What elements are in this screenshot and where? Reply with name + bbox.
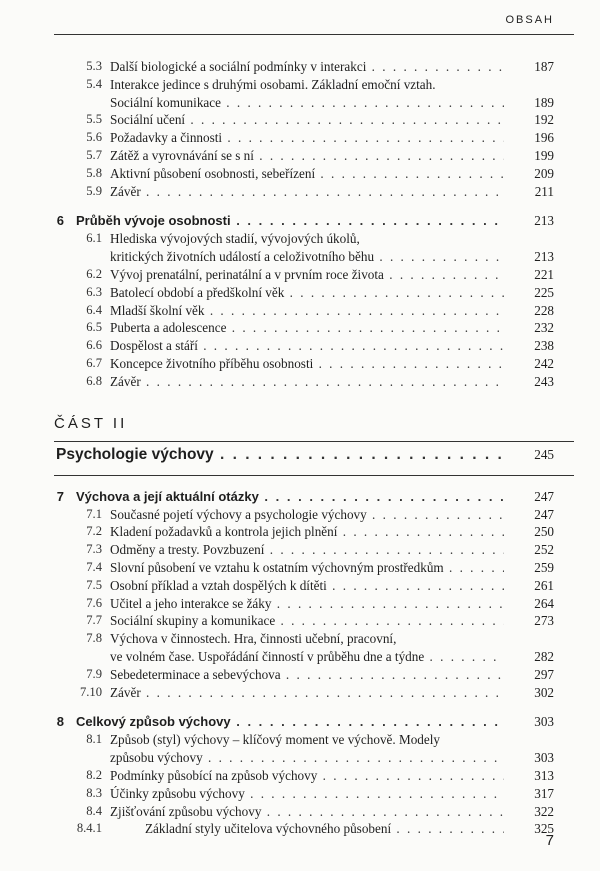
entry-page: 189 bbox=[534, 94, 554, 110]
entry-title: Osobní příklad a vztah dospělých k dítěti . . . bbox=[110, 577, 504, 595]
toc-entry bbox=[0, 129, 600, 147]
chapter-title: Průběh vývoje osobnosti . . . bbox=[76, 211, 504, 230]
entry-page: 322 bbox=[534, 803, 554, 819]
toc-entry bbox=[0, 58, 600, 76]
entry-title: Závěr . . . bbox=[110, 684, 504, 702]
toc-entry bbox=[0, 284, 600, 302]
part-heading: ČÁST II bbox=[54, 412, 574, 442]
entry-number: 7.4 bbox=[86, 559, 102, 574]
toc-entry bbox=[0, 630, 600, 648]
entry-number: 5.8 bbox=[86, 165, 102, 180]
entry-number: 8.4 bbox=[86, 803, 102, 818]
entry-title: Učitel a jeho interakce se žáky . . . bbox=[110, 595, 504, 613]
toc-entry bbox=[0, 337, 600, 355]
entry-page: 228 bbox=[534, 302, 554, 318]
entry-title: Aktivní působení osobnosti, sebeřízení . . . bbox=[110, 165, 504, 183]
toc-entry bbox=[0, 373, 600, 391]
entry-number: 7.10 bbox=[79, 684, 102, 699]
entry-page: 261 bbox=[534, 577, 554, 593]
entry-page: 252 bbox=[534, 542, 554, 558]
entry-page: 213 bbox=[534, 249, 554, 265]
toc-entry bbox=[0, 595, 600, 613]
toc-entry bbox=[0, 731, 600, 749]
entry-title: Sebedeterminace a sebevýchova . . . bbox=[110, 666, 504, 684]
entry-page: 209 bbox=[534, 165, 554, 181]
entry-number: 7.1 bbox=[86, 506, 102, 521]
entry-title: Slovní působení ve vztahu k ostatním výchovným prostředkům . . . bbox=[110, 559, 504, 577]
toc-entry bbox=[0, 147, 600, 165]
entry-title: Koncepce životního příběhu osobnosti . . . bbox=[110, 355, 504, 373]
entry-number: 8.2 bbox=[86, 767, 102, 782]
entry-number: 7.2 bbox=[86, 524, 102, 539]
entry-number: 6.8 bbox=[86, 373, 102, 388]
entry-page: 250 bbox=[534, 524, 554, 540]
entry-title: Dospělost a stáří . . . bbox=[110, 337, 504, 355]
entry-page: 211 bbox=[534, 183, 554, 199]
entry-number: 6.3 bbox=[86, 284, 102, 299]
chapter-page: 303 bbox=[534, 714, 554, 730]
entry-title: Hlediska vývojových stadií, vývojových úkolů, bbox=[110, 231, 360, 247]
entry-title: Interakce jedince s druhými osobami. Základní emoční vztah. bbox=[110, 76, 436, 92]
entry-title: Základní styly učitelova výchovného působení . . . bbox=[145, 820, 504, 838]
entry-number: 5.7 bbox=[86, 147, 102, 162]
entry-title: Způsob (styl) výchovy – klíčový moment ve výchově. Modely bbox=[110, 732, 441, 748]
toc-entry bbox=[0, 183, 600, 201]
toc-entry bbox=[0, 230, 600, 248]
toc-entry bbox=[0, 666, 600, 684]
toc-entry bbox=[0, 577, 600, 595]
entry-page: 325 bbox=[534, 821, 554, 837]
entry-title: Podmínky působící na způsob výchovy . . . bbox=[110, 767, 504, 785]
entry-number: 5.9 bbox=[86, 183, 102, 198]
entry-number: 5.4 bbox=[86, 76, 102, 91]
entry-title: Výchova v činnostech. Hra, činnosti učební, pracovní, bbox=[110, 631, 397, 647]
toc-entry bbox=[0, 749, 600, 767]
entry-page: 297 bbox=[534, 666, 554, 682]
entry-title: Sociální skupiny a komunikace . . . bbox=[110, 612, 504, 630]
page-number: 7 bbox=[545, 832, 554, 849]
entry-page: 238 bbox=[534, 338, 554, 354]
entry-number: 7.8 bbox=[86, 631, 102, 646]
entry-page: 264 bbox=[534, 595, 554, 611]
entry-page: 192 bbox=[534, 112, 554, 128]
running-head: OBSAH bbox=[505, 14, 554, 26]
chapter-7-items bbox=[0, 506, 600, 702]
entry-page: 243 bbox=[534, 373, 554, 389]
chapter-number: 6 bbox=[56, 213, 64, 229]
entry-page: 317 bbox=[534, 785, 554, 801]
chapter-7-heading bbox=[0, 487, 600, 506]
toc-entry bbox=[0, 541, 600, 559]
toc-entry bbox=[0, 248, 600, 266]
entry-number: 5.3 bbox=[86, 59, 102, 73]
chapter-title: Výchova a její aktuální otázky . . . bbox=[76, 487, 504, 506]
part-page: 245 bbox=[534, 446, 554, 462]
toc-entry bbox=[0, 767, 600, 785]
part-title: Psychologie výchovy . . . bbox=[56, 442, 504, 468]
part-title-row bbox=[0, 442, 600, 468]
entry-page: 225 bbox=[534, 284, 554, 300]
entry-title: kritických životních událostí a celoživotního běhu . . . bbox=[110, 248, 504, 266]
entry-title: Současné pojetí výchovy a psychologie výchovy . . . bbox=[110, 506, 504, 524]
entry-number: 6.1 bbox=[86, 231, 102, 246]
entry-title: Mladší školní věk . . . bbox=[110, 302, 504, 320]
entry-number: 8.4.1 bbox=[76, 821, 102, 836]
toc-entry bbox=[0, 111, 600, 129]
entry-number: 5.6 bbox=[86, 130, 102, 145]
entry-title: Batolecí období a předškolní věk . . . bbox=[110, 284, 504, 302]
toc-entry bbox=[0, 803, 600, 821]
chapter-number: 7 bbox=[56, 488, 64, 504]
entry-number: 8.3 bbox=[86, 785, 102, 800]
chapter-8-items bbox=[0, 731, 600, 838]
entry-page: 221 bbox=[534, 266, 554, 282]
entry-title: Zátěž a vyrovnávání se s ní . . . bbox=[110, 147, 504, 165]
chapter-number: 8 bbox=[56, 714, 64, 730]
entry-title: Vývoj prenatální, perinatální a v prvním roce života . . . bbox=[110, 266, 504, 284]
entry-title: Závěr . . . bbox=[110, 183, 504, 201]
toc-entry bbox=[0, 820, 600, 838]
toc-entry bbox=[0, 94, 600, 112]
entry-title: Kladení požadavků a kontrola jejich plnění . . . bbox=[110, 523, 504, 541]
toc-entry bbox=[0, 559, 600, 577]
entry-title: ve volném čase. Uspořádání činností v průběhu dne a týdne . . . bbox=[110, 648, 504, 666]
entry-number: 7.3 bbox=[86, 542, 102, 557]
chapter-page: 213 bbox=[534, 213, 554, 229]
entry-number: 6.2 bbox=[86, 266, 102, 281]
entry-title: Zjišťování způsobu výchovy . . . bbox=[110, 803, 504, 821]
toc-entry bbox=[0, 266, 600, 284]
toc-entry bbox=[0, 612, 600, 630]
toc-entry bbox=[0, 506, 600, 524]
table-of-contents bbox=[0, 58, 600, 838]
entry-title: Odměny a tresty. Povzbuzení . . . bbox=[110, 541, 504, 559]
entry-page: 199 bbox=[534, 147, 554, 163]
entry-number: 6.6 bbox=[86, 338, 102, 353]
entry-title: Účinky způsobu výchovy . . . bbox=[110, 785, 504, 803]
chapter-page: 247 bbox=[534, 488, 554, 504]
entry-page: 247 bbox=[534, 506, 554, 522]
entry-page: 303 bbox=[534, 750, 554, 766]
entry-number: 6.5 bbox=[86, 320, 102, 335]
entry-page: 187 bbox=[534, 59, 554, 74]
section5-items bbox=[0, 58, 600, 200]
entry-number: 6.7 bbox=[86, 355, 102, 370]
entry-title: Puberta a adolescence . . . bbox=[110, 319, 504, 337]
part-rule bbox=[54, 475, 574, 476]
entry-number: 7.5 bbox=[86, 577, 102, 592]
entry-page: 232 bbox=[534, 320, 554, 336]
entry-title: Další biologické a sociální podmínky v interakci . . . bbox=[110, 58, 504, 76]
toc-entry bbox=[0, 355, 600, 373]
toc-entry bbox=[0, 684, 600, 702]
entry-number: 7.7 bbox=[86, 613, 102, 628]
entry-page: 242 bbox=[534, 355, 554, 371]
toc-entry bbox=[0, 319, 600, 337]
entry-title: Sociální komunikace . . . bbox=[110, 94, 504, 112]
chapter-8-heading bbox=[0, 712, 600, 731]
entry-number: 5.5 bbox=[86, 112, 102, 127]
entry-number: 7.6 bbox=[86, 595, 102, 610]
entry-title: Požadavky a činnosti . . . bbox=[110, 129, 504, 147]
entry-page: 282 bbox=[534, 648, 554, 664]
entry-title: Závěr . . . bbox=[110, 373, 504, 391]
entry-title: Sociální učení . . . bbox=[110, 111, 504, 129]
chapter-6-items bbox=[0, 230, 600, 390]
toc-entry bbox=[0, 785, 600, 803]
entry-page: 302 bbox=[534, 684, 554, 700]
entry-page: 259 bbox=[534, 559, 554, 575]
entry-number: 7.9 bbox=[86, 666, 102, 681]
toc-entry bbox=[0, 302, 600, 320]
chapter-6-heading bbox=[0, 211, 600, 230]
entry-page: 196 bbox=[534, 130, 554, 146]
entry-number: 8.1 bbox=[86, 732, 102, 747]
chapter-title: Celkový způsob výchovy . . . bbox=[76, 712, 504, 731]
entry-page: 313 bbox=[534, 767, 554, 783]
toc-entry bbox=[0, 76, 600, 94]
toc-entry bbox=[0, 648, 600, 666]
header-rule bbox=[54, 34, 574, 35]
entry-page: 273 bbox=[534, 613, 554, 629]
toc-entry bbox=[0, 165, 600, 183]
toc-entry bbox=[0, 523, 600, 541]
entry-number: 6.4 bbox=[86, 302, 102, 317]
entry-title: způsobu výchovy . . . bbox=[110, 749, 504, 767]
